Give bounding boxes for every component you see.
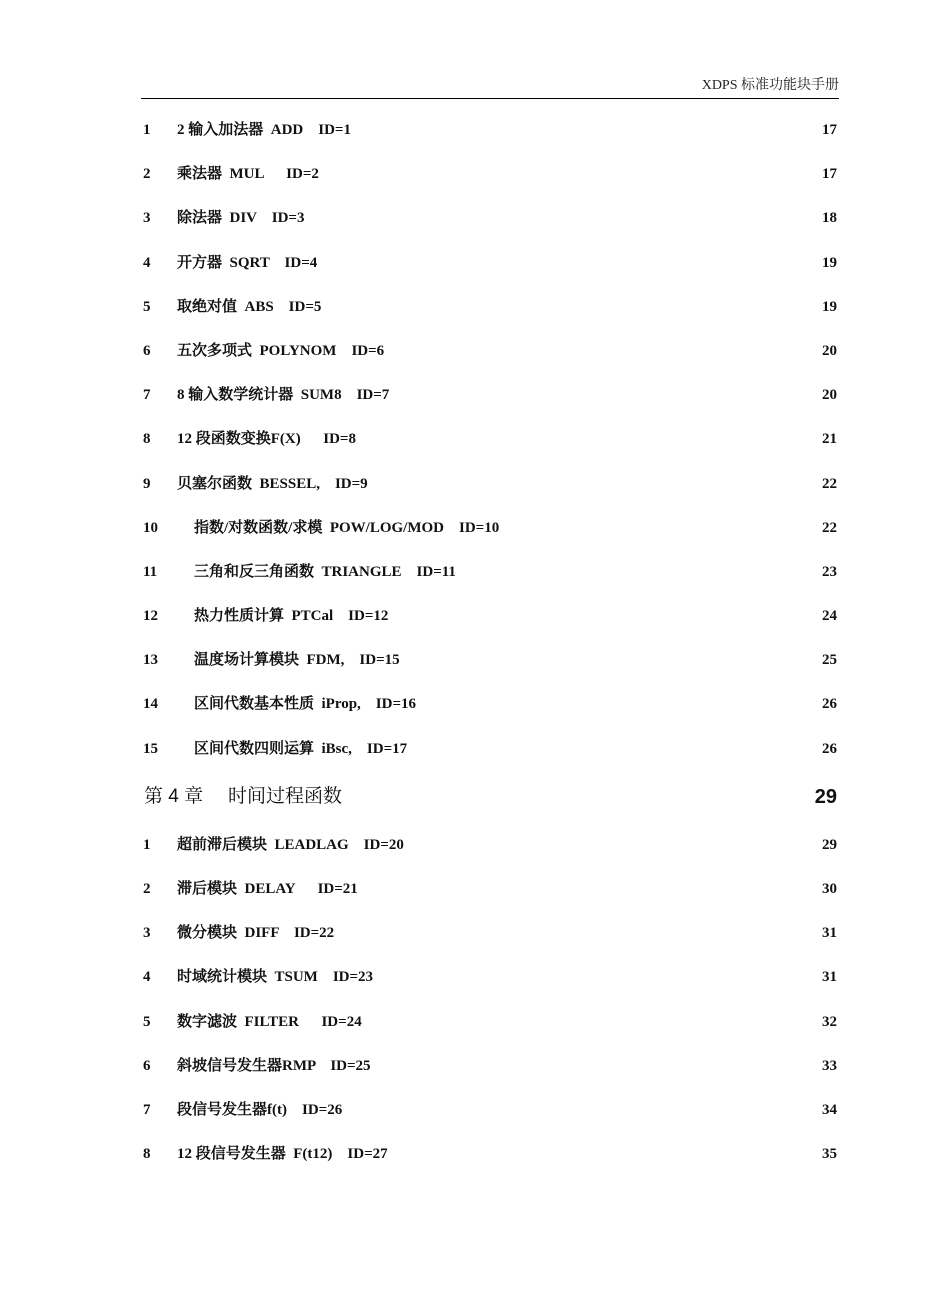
table-of-contents [143, 108, 837, 1176]
toc-chapter-heading[interactable] [143, 771, 837, 823]
toc-entry-title: 指数/对数函数/求模 POW/LOG/MOD ID=10 [194, 519, 500, 536]
toc-entry[interactable] [143, 550, 837, 594]
chapter-title: 时间过程函数 [228, 785, 343, 807]
toc-entry-number: 3 [143, 210, 151, 227]
toc-entry-page-number: 17 [822, 166, 837, 183]
page-header [141, 78, 839, 99]
toc-entry-title: 三角和反三角函数 TRIANGLE ID=11 [194, 563, 456, 580]
toc-section-b [143, 823, 837, 1177]
toc-entry-title: 热力性质计算 PTCal ID=12 [194, 608, 389, 625]
toc-entry-title: 微分模块 DIFF ID=22 [177, 925, 335, 942]
toc-entry[interactable] [143, 594, 837, 638]
toc-entry-page-number: 18 [822, 210, 837, 227]
toc-entry[interactable] [143, 727, 837, 771]
toc-entry-number: 1 [143, 836, 151, 853]
toc-entry-page-number: 26 [822, 696, 837, 713]
toc-entry-title: 斜坡信号发生器RMP ID=25 [177, 1057, 371, 1074]
toc-entry-number: 5 [143, 1013, 151, 1030]
toc-entry-title: 12 段函数变换F(X) ID=8 [177, 431, 356, 448]
chapter-page-number: 29 [814, 785, 837, 808]
toc-entry-page-number: 30 [822, 881, 837, 897]
toc-entry[interactable] [143, 1132, 837, 1176]
toc-entry-page-number: 31 [822, 969, 837, 986]
toc-entry-page-number: 20 [822, 387, 837, 404]
toc-entry-page-number: 17 [822, 122, 837, 138]
toc-entry-number: 14 [143, 696, 158, 713]
toc-entry-page-number: 33 [822, 1057, 837, 1074]
toc-entry-page-number: 24 [822, 608, 837, 625]
toc-entry-title: 2 输入加法器 ADD ID=1 [177, 122, 351, 138]
toc-entry-page-number: 19 [822, 254, 837, 271]
toc-entry[interactable] [143, 196, 837, 240]
toc-entry[interactable] [143, 373, 837, 417]
toc-entry[interactable] [143, 506, 837, 550]
toc-entry[interactable] [143, 682, 837, 726]
toc-entry-number: 4 [143, 254, 151, 271]
toc-entry-title: 12 段信号发生器 F(t12) ID=27 [177, 1146, 388, 1163]
toc-entry-title: 除法器 DIV ID=3 [177, 210, 305, 227]
toc-entry-page-number: 23 [822, 563, 837, 580]
toc-entry-number: 13 [143, 652, 158, 669]
toc-entry-number: 7 [143, 1101, 151, 1118]
toc-section-a [143, 108, 837, 771]
toc-entry-number: 2 [143, 881, 151, 897]
toc-entry[interactable] [143, 867, 837, 911]
toc-entry-number: 1 [143, 122, 151, 138]
toc-entry-page-number: 32 [822, 1013, 837, 1030]
toc-entry[interactable] [143, 108, 837, 152]
toc-entry-title: 数字滤波 FILTER ID=24 [177, 1013, 362, 1030]
toc-entry-number: 3 [143, 925, 151, 942]
toc-entry[interactable] [143, 823, 837, 867]
toc-entry-title: 五次多项式 POLYNOM ID=6 [177, 342, 385, 359]
toc-entry[interactable] [143, 285, 837, 329]
toc-entry-number: 2 [143, 166, 151, 183]
toc-entry-page-number: 20 [822, 342, 837, 359]
toc-entry[interactable] [143, 462, 837, 506]
toc-entry[interactable] [143, 241, 837, 285]
toc-entry-title: 超前滞后模块 LEADLAG ID=20 [177, 836, 404, 853]
toc-entry-page-number: 22 [822, 519, 837, 536]
toc-entry-title: 区间代数四则运算 iBsc, ID=17 [194, 740, 408, 757]
toc-entry-number: 10 [143, 519, 158, 536]
toc-entry-page-number: 26 [822, 740, 837, 757]
toc-entry-title: 滞后模块 DELAY ID=21 [177, 881, 358, 897]
chapter-label: 第 4 章 [144, 785, 204, 807]
toc-entry-number: 6 [143, 1057, 151, 1074]
toc-entry-title: 温度场计算模块 FDM, ID=15 [194, 652, 400, 669]
toc-entry-page-number: 21 [822, 431, 837, 448]
toc-entry[interactable] [143, 1044, 837, 1088]
toc-entry[interactable] [143, 1000, 837, 1044]
toc-entry-page-number: 34 [822, 1101, 837, 1118]
toc-entry-title: 区间代数基本性质 iProp, ID=16 [194, 696, 417, 713]
toc-entry-title: 开方器 SQRT ID=4 [177, 254, 318, 271]
toc-entry[interactable] [143, 152, 837, 196]
toc-entry-title: 8 输入数学统计器 SUM8 ID=7 [177, 387, 390, 404]
toc-entry[interactable] [143, 955, 837, 999]
toc-entry-number: 5 [143, 298, 151, 315]
toc-entry-page-number: 35 [822, 1146, 837, 1163]
toc-entry-number: 9 [143, 475, 151, 492]
toc-entry-number: 4 [143, 969, 151, 986]
toc-entry[interactable] [143, 911, 837, 955]
toc-entry-number: 12 [143, 608, 158, 625]
toc-entry-page-number: 25 [822, 652, 837, 669]
toc-entry-number: 11 [143, 563, 158, 580]
toc-entry[interactable] [143, 329, 837, 373]
toc-entry-number: 8 [143, 1146, 151, 1163]
toc-entry-title: 乘法器 MUL ID=2 [177, 166, 319, 183]
toc-entry[interactable] [143, 417, 837, 461]
toc-entry-number: 7 [143, 387, 151, 404]
toc-entry-title: 段信号发生器f(t) ID=26 [177, 1101, 343, 1118]
toc-entry-number: 8 [143, 431, 151, 448]
toc-entry-title: 取绝对值 ABS ID=5 [177, 298, 322, 315]
toc-entry-page-number: 29 [822, 836, 837, 853]
toc-entry-title: 贝塞尔函数 BESSEL, ID=9 [177, 475, 368, 492]
toc-entry-number: 15 [143, 740, 158, 757]
toc-entry-page-number: 31 [822, 925, 837, 942]
toc-entry-page-number: 22 [822, 475, 837, 492]
toc-entry[interactable] [143, 1088, 837, 1132]
toc-entry[interactable] [143, 638, 837, 682]
toc-entry-number: 6 [143, 342, 151, 359]
toc-entry-title: 时域统计模块 TSUM ID=23 [177, 969, 374, 986]
toc-entry-page-number: 19 [822, 298, 837, 315]
header-title: XDPS 标准功能块手册 [701, 78, 839, 93]
